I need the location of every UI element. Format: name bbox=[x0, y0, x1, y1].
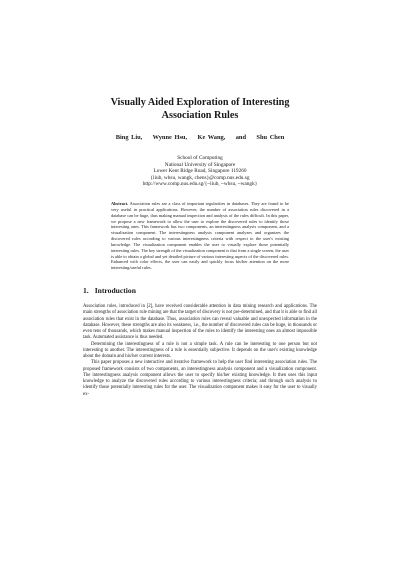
affiliation-university: National University of Singapore bbox=[164, 161, 236, 168]
body-paragraph: Determining the interestingness of a rule is not a simple task. A rule can be interesting to one person but not interesting to another. The interestingness of a rule is essentially subjective. It depends on the user's existing knowledge about the domain and his/her current interests. bbox=[83, 341, 317, 359]
affiliation-block bbox=[60, 155, 340, 188]
affiliation-urls: http://www.comp.nus.edu.sg/{~liub, ~whsu, ~wangk} bbox=[142, 181, 258, 188]
affiliation-address: Lower Kent Ridge Road, Singapore 119260 bbox=[153, 168, 247, 175]
affiliation-school: School of Computing bbox=[177, 155, 223, 161]
abstract bbox=[111, 201, 289, 271]
section-number: 1. bbox=[83, 286, 89, 295]
title-line-1: Visually Aided Exploration of Interesting bbox=[110, 97, 290, 108]
author-list: Bing Liu, Wynne Hsu, Ke Wang, and Shu Chen bbox=[115, 134, 285, 141]
abstract-text: Association rules are a class of important regularities in databases. They are found to be very useful in practical applications. However, the number of association rules discovered in a database can be huge, thus making manual inspection and analysis of the rules difficult. In this paper, we propose a new framework to allow the user to explore the discovered rules to identify those interesting ones. This framework has two components, an interestingness analysis component, and a visualization component. The interestingness analysis component analyzes and organizes the discovered rules according to various interestingness criteria with respect to the user's existing knowledge. The visualization component enables the user to visually explore those potentially interesting rules. The key strength of the visualization component is that from a single screen, the user is able to obtain a global and yet detailed picture of various interesting aspects of the discovered rules. Enhanced with color effects, the user can easily and quickly focus his/her attention on the more interesting/useful rules. bbox=[111, 201, 289, 271]
title-line-2: Association Rules bbox=[161, 109, 239, 121]
section-body bbox=[83, 304, 317, 398]
affiliation-emails: {liub, whsu, wangk, chens}@comp.nus.edu.sg bbox=[150, 174, 250, 181]
body-paragraph: Association rules, introduced in [2], have received considerable attention in data mining research and applications. The main strengths of association rule mining are that the target of discovery is not pre-determined, and that it is able to find all association rules that exist in the database. Thus, association rules can reveal valuable and unexpected information in the database. However, these strengths are also its weakness, i.e., the number of discovered rules can be huge, in thousands or even tens of thousands, which makes manual inspection of the rules to identify the interesting ones an almost impossible task. Automated assistance is thus needed. bbox=[83, 304, 317, 341]
section-title: Introduction bbox=[94, 286, 136, 295]
section-heading bbox=[83, 286, 136, 295]
body-paragraph: This paper proposes a new interactive and iterative framework to help the user find interesting association rules. The proposed framework consists of two components, an interestingness analysis component and a visualization component. The interestingness analysis component allows the user to specify his/her existing knowledge. It then uses this input knowledge to analyze the discovered rules according to various interestingness criteria; and through such analysis to identify those potentially interesting rules for the user. The visualization component makes it easy for the user to visually ex- bbox=[83, 360, 317, 397]
abstract-label: Abstract. bbox=[111, 201, 129, 206]
paper-title bbox=[60, 97, 340, 122]
